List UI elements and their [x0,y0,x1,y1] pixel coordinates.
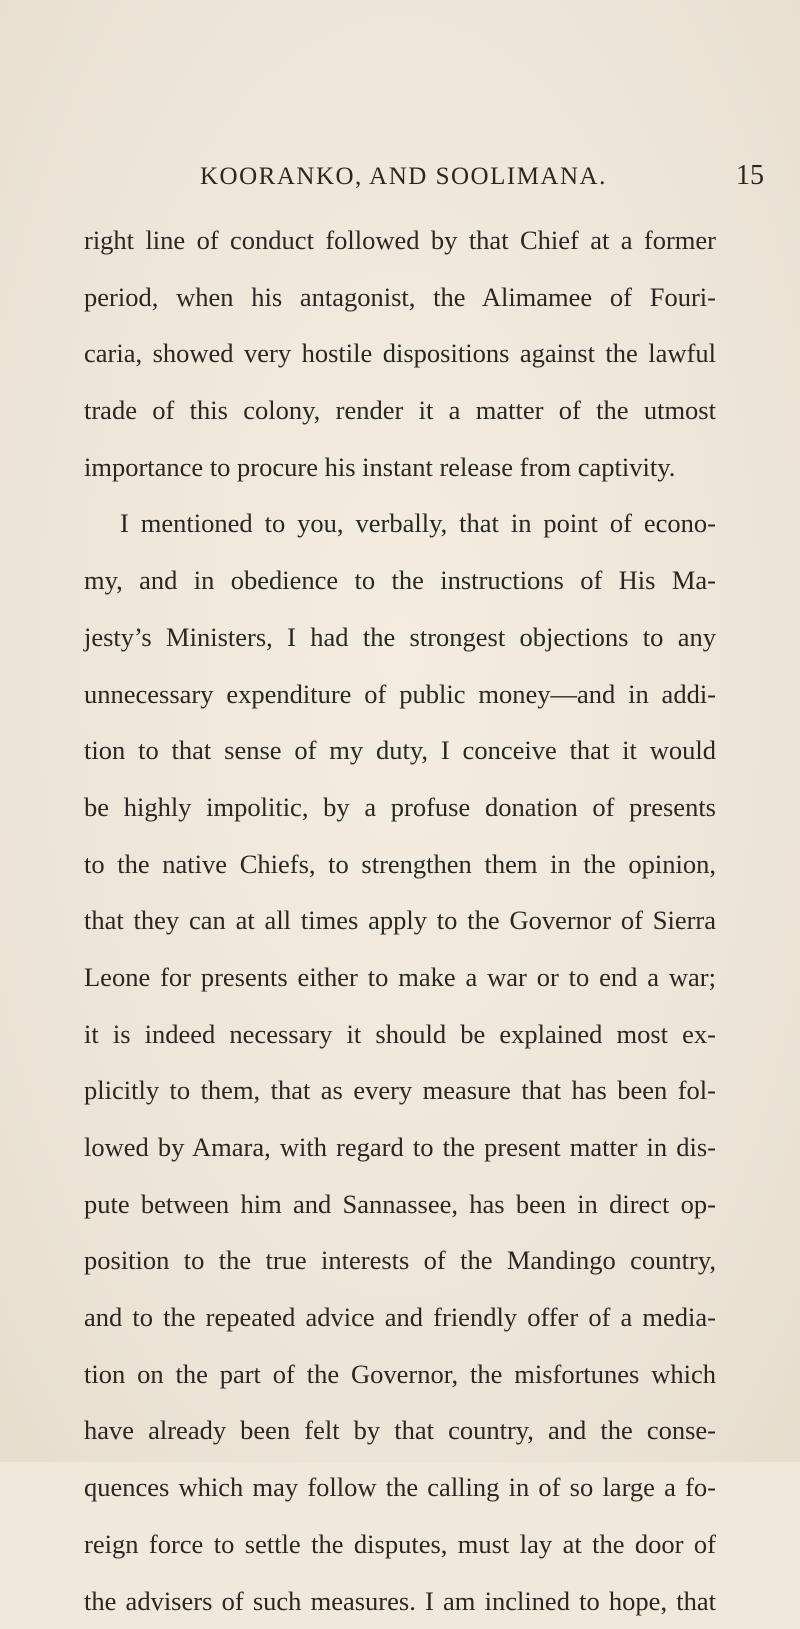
text-line: tion to that sense of my duty, I conceive that it would [84,722,716,779]
text-line: importance to procure his instant release from captivity. [84,439,800,496]
text-line: jesty’s Ministers, I had the strongest objections to any [84,609,716,666]
text-line: quences which may follow the calling in of so large a fo- [84,1459,716,1516]
text-line: and to the repeated advice and friendly offer of a media- [84,1289,716,1346]
text-line: position to the true interests of the Mandingo country, [84,1232,716,1289]
text-line: I mentioned to you, verbally, that in point of econo- [84,495,716,552]
text-line: that they can at all times apply to the Governor of Sierra [84,892,716,949]
running-title: KOORANKO, AND SOOLIMANA. [200,163,607,191]
running-head [0,163,800,203]
text-line: right line of conduct followed by that Chief at a former [84,212,716,269]
text-line: it is indeed necessary it should be explained most ex- [84,1006,716,1063]
text-line: trade of this colony, render it a matter of the utmost [84,382,716,439]
text-line: reign force to settle the disputes, must lay at the door of [84,1516,716,1573]
text-line: lowed by Amara, with regard to the present matter in dis- [84,1119,716,1176]
text-line: tion on the part of the Governor, the misfortunes which [84,1346,716,1403]
text-line: to the native Chiefs, to strengthen them in the opinion, [84,836,716,893]
text-line: plicitly to them, that as every measure that has been fol- [84,1062,716,1119]
text-line: pute between him and Sannassee, has been in direct op- [84,1176,716,1233]
text-line: my, and in obedience to the instructions of His Ma- [84,552,716,609]
text-line: have already been felt by that country, and the conse- [84,1402,716,1459]
text-line: Leone for presents either to make a war or to end a war; [84,949,716,1006]
text-line: the advisers of such measures. I am inclined to hope, that [84,1573,716,1629]
body-text [84,212,800,1629]
page-number: 15 [736,160,764,192]
text-line: period, when his antagonist, the Alimamee of Fouri- [84,269,716,326]
text-line: be highly impolitic, by a profuse donation of presents [84,779,716,836]
text-line: unnecessary expenditure of public money—and in addi- [84,666,716,723]
text-line: caria, showed very hostile dispositions against the lawful [84,325,716,382]
